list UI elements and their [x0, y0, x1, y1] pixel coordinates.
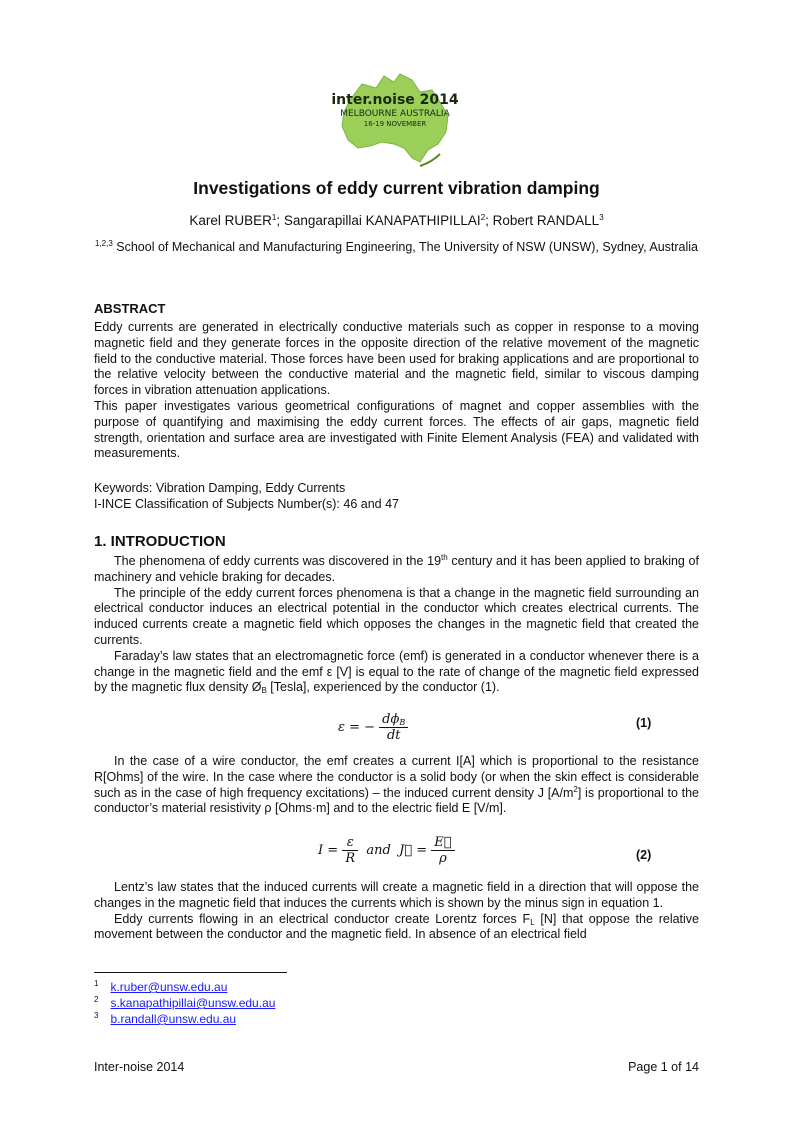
equation-number-2: (2)	[636, 848, 652, 862]
abstract-paragraph: Eddy currents are generated in electrically conductive materials such as copper in response to a moving magnetic field and they generate forces in the opposite direction of the relative movement of the magnetic field to the conductive material. Those forces have been used for braking applications and are proportional to the relative velocity between the conductive material and the magnetic field, similar to viscous damping forces in vibration attenuation applications.	[94, 320, 699, 398]
footnote: $^3$ b.randall@unsw.edu.au	[94, 1011, 237, 1026]
paper-title: Investigations of eddy current vibration damping	[193, 178, 600, 198]
intro-body-3	[94, 880, 699, 943]
classification: I-INCE Classification of Subjects Number(s): 46 and 47	[94, 496, 399, 511]
abstract-body	[94, 320, 699, 462]
author-name: ; Robert RANDALL	[485, 213, 600, 228]
australia-map-logo-icon	[328, 70, 463, 170]
footnote: $^2$ s.kanapathipillai@unsw.edu.au	[94, 995, 276, 1010]
footnote: $^1$ k.ruber@unsw.edu.au	[94, 979, 228, 994]
svg-text:MELBOURNE AUSTRALIA: MELBOURNE AUSTRALIA	[340, 109, 450, 119]
equation-2: I = $\frac{\varepsilon}{R}$ and J⃗ = $\frac{E⃗}{\rho}$	[318, 835, 455, 866]
svg-text:inter.noise 2014: inter.noise 2014	[331, 92, 459, 108]
footer-left: Inter-noise 2014	[94, 1060, 185, 1074]
intro-paragraph: Lentz’s law states that the induced currents will create a magnetic field in a direction that will oppose the changes in the magnetic field that induces the currents which is shown by the minus sign in equation 1.	[94, 880, 699, 910]
author-name: ; Sangarapillai KANAPATHIPILLAI	[276, 213, 481, 228]
intro-paragraph: Faraday’s law states that an electromagnetic force (emf) is generated in a conductor whenever there is a change in the magnetic field and the emf ε [V] is equal to the rate of change of the magnetic field expressed by the magnetic flux density $Ø_B$ [Tesla], experienced by the conductor (1).	[94, 648, 699, 696]
page-number: Page 1 of 14	[628, 1060, 699, 1074]
email-link[interactable]: k.ruber@unsw.edu.au	[110, 980, 228, 994]
keywords: Keywords: Vibration Damping, Eddy Currents	[94, 481, 346, 495]
intro-body-1	[94, 554, 699, 696]
email-link[interactable]: b.randall@unsw.edu.au	[110, 1012, 237, 1026]
abstract-paragraph: This paper investigates various geometrical configurations of magnet and copper assemblies with the purpose of quantifying and maximising the eddy current forces. The effects of air gaps, magnetic field strength, orientation and surface area are investigated with Finite Element Analysis (FEA) and validated with measurements.	[94, 398, 699, 461]
svg-text:16-19 NOVEMBER: 16-19 NOVEMBER	[363, 120, 427, 128]
intro-paragraph: The phenomena of eddy currents was discovered in the 19th century and it has been applied to braking of machinery and vehicle braking for decades.	[94, 553, 699, 584]
author-list: Karel RUBER$^1$; Sangarapillai KANAPATHIPILLAI$^2$; Robert RANDALL$^3$	[189, 213, 604, 228]
author-name: Karel RUBER	[189, 213, 272, 228]
equation-1: ε = − $\frac{d\phi_B}{dt}$	[338, 712, 408, 743]
abstract-heading: ABSTRACT	[94, 301, 166, 316]
footnote-rule	[94, 972, 287, 973]
keywords-block	[94, 481, 699, 513]
conference-logo	[328, 70, 463, 170]
section-heading-introduction: 1. INTRODUCTION	[94, 533, 226, 550]
intro-paragraph: In the case of a wire conductor, the emf creates a current I[A] which is proportional to the resistance R[Ohms] of the wire. In the case where the conductor is a solid body (or when the skin effect is considerable such as in the case of high frequency excitations) – the induced current density J $[A/m^2]$ is proportional to the conductor’s material resistivity ρ [Ohms·m] and to the electric field E [V/m].	[94, 754, 699, 816]
intro-body-2	[94, 754, 699, 817]
intro-paragraph: Eddy currents flowing in an electrical conductor create Lorentz forces $F_L$ [N] that oppose the relative movement between the conductor and the magnetic field. In absence of an electrical field	[94, 911, 699, 942]
equation-number-1: (1)	[636, 716, 652, 730]
email-link[interactable]: s.kanapathipillai@unsw.edu.au	[110, 996, 276, 1010]
affiliation: $^{1,2,3}$ School of Mechanical and Manufacturing Engineering, The University of NSW (UNSW), Sydney, Australia	[94, 239, 699, 254]
intro-paragraph: The principle of the eddy current forces phenomena is that a change in the magnetic field surrounding an electrical conductor induces an electrical potential in the conductor which creates electrical currents. The induced currents create a magnetic field which opposes the changes in the magnetic field that created the currents.	[94, 585, 699, 647]
